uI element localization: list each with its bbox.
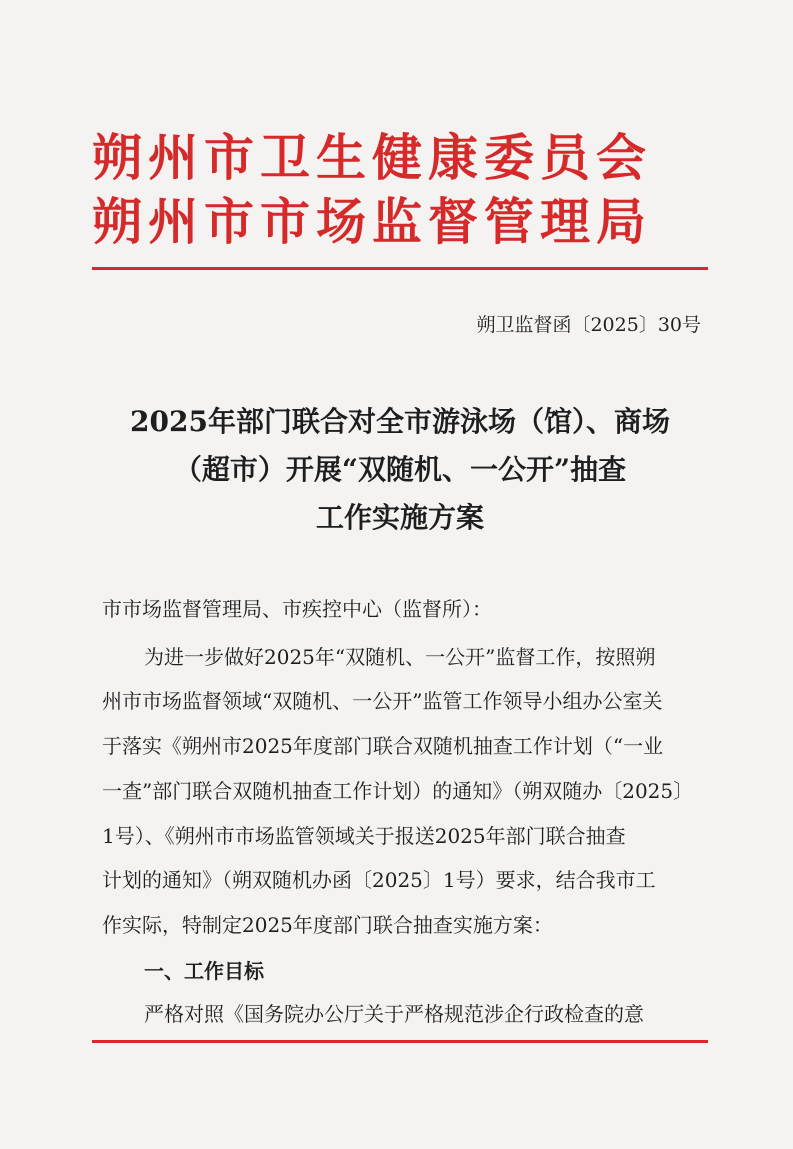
document-title-line-2: （超市）开展“双随机、一公开”抽查	[173, 453, 627, 486]
issuing-org-health-commission: 朔州市卫生健康委员会	[92, 129, 652, 187]
body-text-line: 1号）、《朔州市市场监管领域关于报送2025年部门联合抽查	[102, 824, 626, 848]
document-title-line-3: 工作实施方案	[315, 501, 484, 534]
body-text-line: 严格对照《国务院办公厅关于严格规范涉企行政检查的意	[144, 1002, 644, 1026]
salutation: 市市场监督管理局、市疾控中心（监督所）：	[102, 597, 492, 621]
body-text-line: 州市市场监督领域“双随机、一公开”监管工作领导小组办公室关	[102, 689, 663, 713]
body-text-line: 计划的通知》（朔双随机办函〔2025〕1号）要求，结合我市工	[102, 868, 656, 892]
section-heading: 一、工作目标	[144, 959, 264, 983]
body-text-line: 为进一步做好2025年“双随机、一公开”监督工作，按照朔	[144, 645, 656, 669]
red-footer-rule	[92, 1040, 708, 1043]
body-text-line: 作实际，特制定2025年度部门联合抽查实施方案：	[102, 913, 553, 937]
issuing-org-market-supervision: 朔州市市场监督管理局	[92, 193, 652, 251]
document-title-line-1: 2025年部门联合对全市游泳场（馆）、商场	[130, 405, 670, 438]
document-number: 朔卫监督函〔2025〕30号	[476, 314, 701, 336]
body-text-line: 一查”部门联合双随机抽查工作计划）的通知》（朔双随办〔2025〕	[102, 779, 694, 803]
red-header-rule	[92, 267, 708, 270]
body-text-line: 于落实《朔州市2025年度部门联合双随机抽查工作计划（“一业	[102, 734, 664, 758]
